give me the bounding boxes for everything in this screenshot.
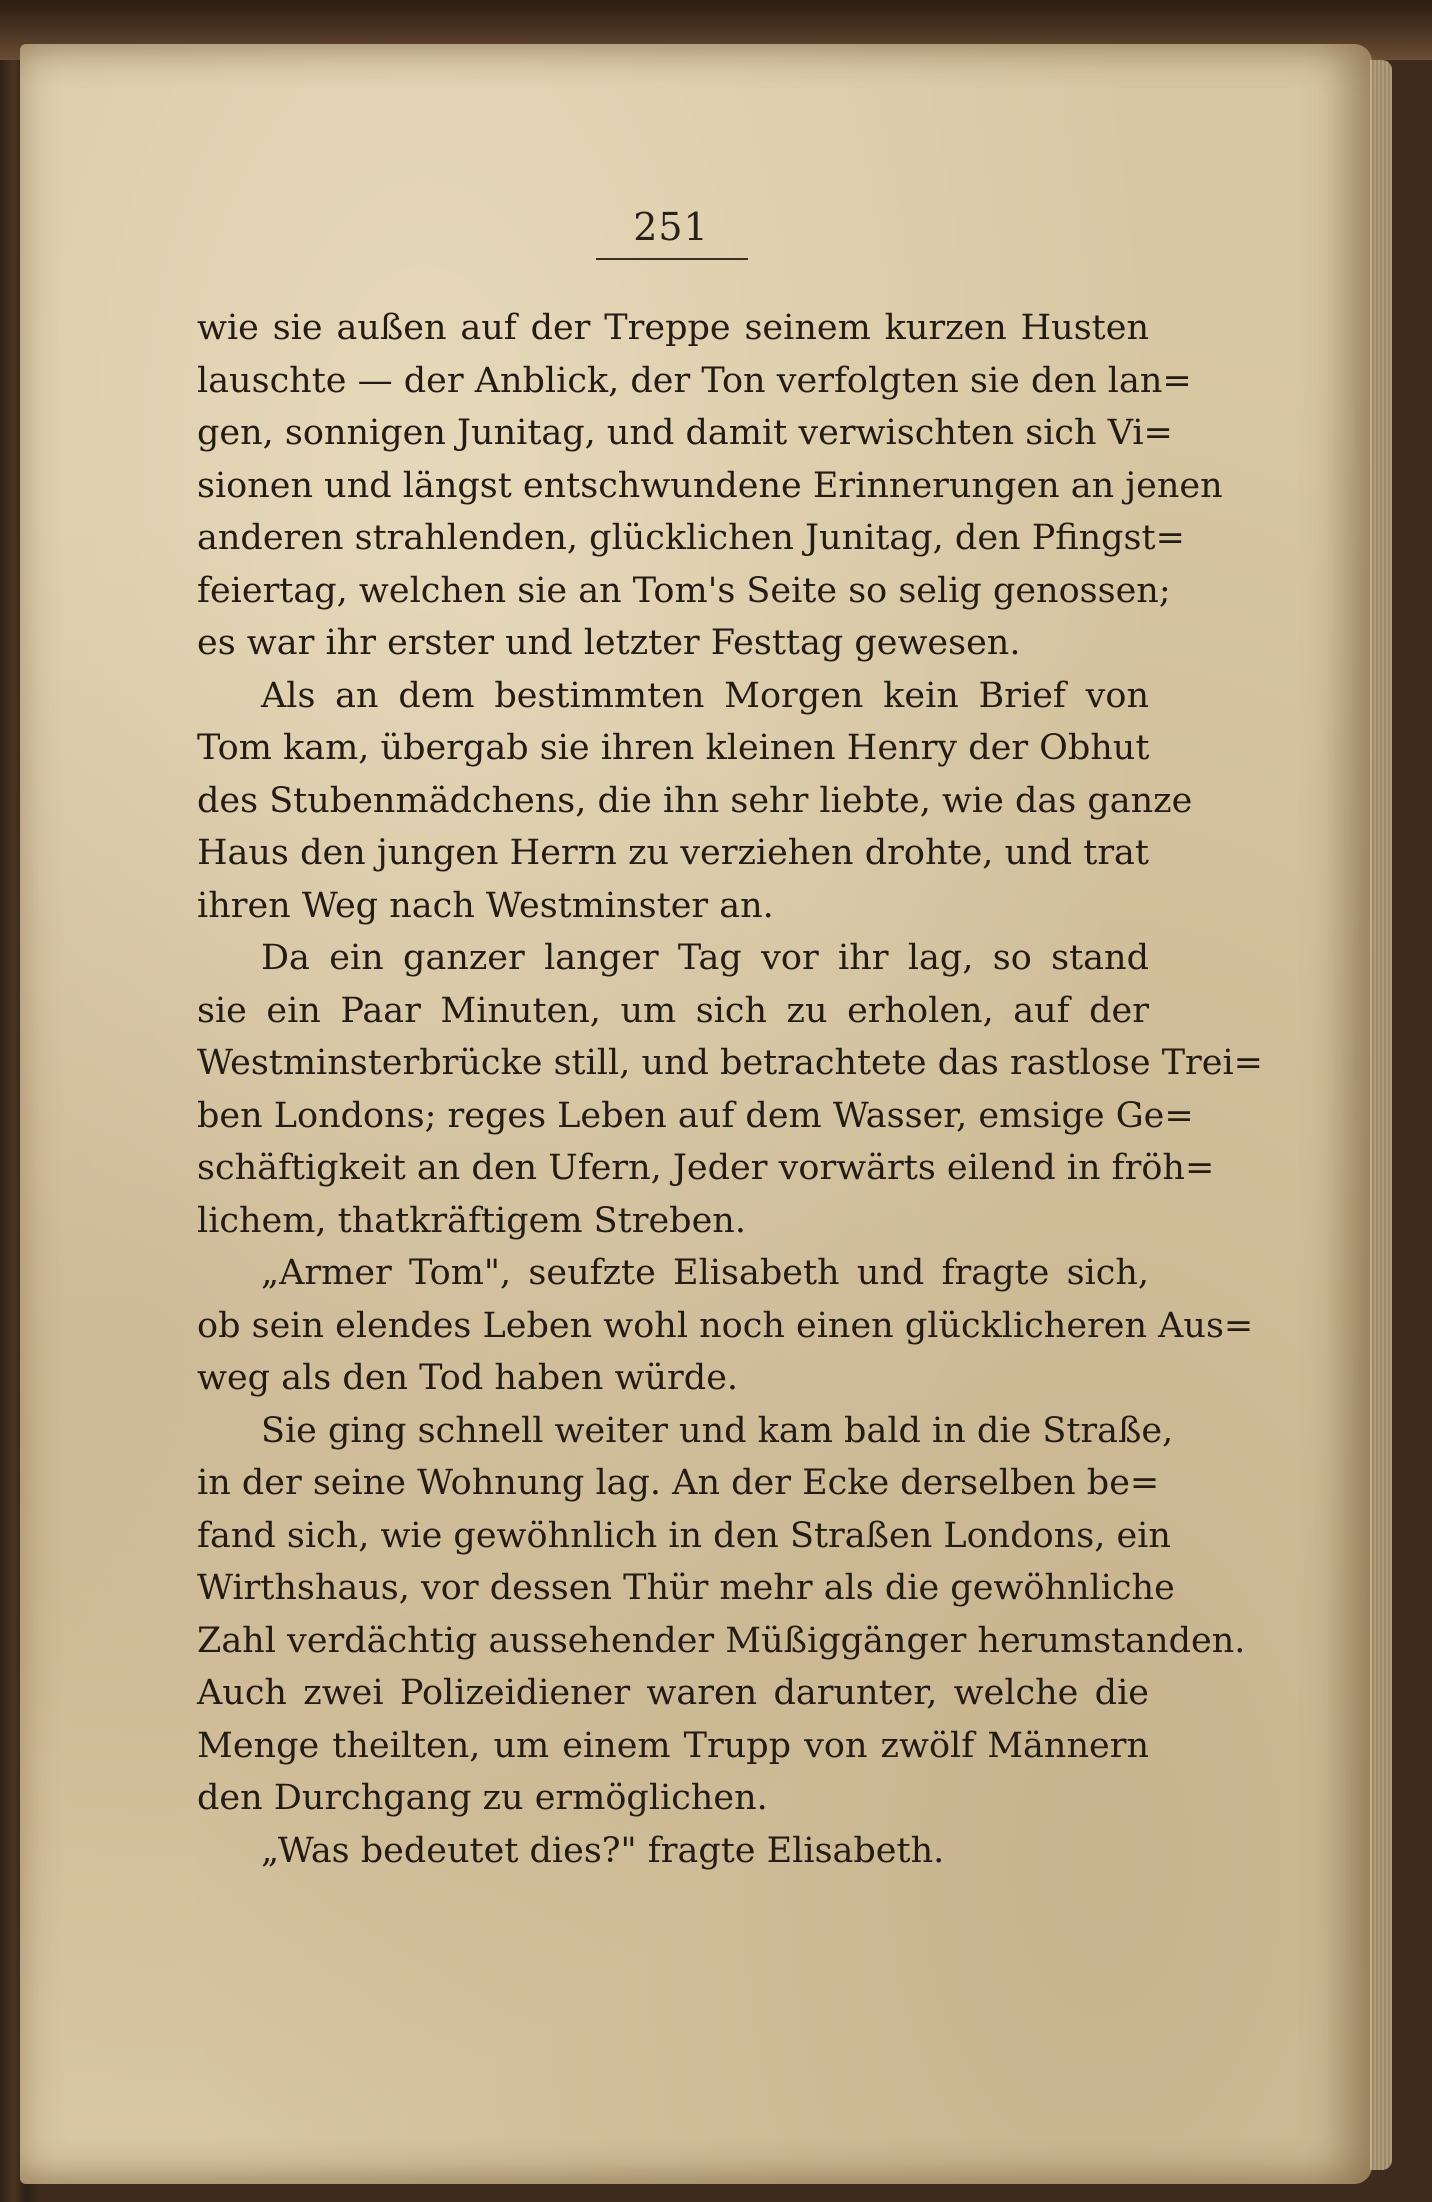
body-text (197, 302, 1264, 1877)
text-line: lauschte — der Anblick, der Ton verfolgten sie den lan= (197, 360, 1192, 401)
text-line: weg als den Tod haben würde. (197, 1358, 739, 1398)
text-line: Menge theilten, um einem Trupp von zwölf Männern (197, 1725, 1149, 1766)
text-line: gen, sonnigen Junitag, und damit verwischten sich Vi= (197, 413, 1173, 453)
text-line: Wirthshaus, vor dessen Thür mehr als die gewöhnliche (197, 1568, 1175, 1608)
page-stack-edge (1370, 60, 1392, 2170)
text-line: fand sich, wie gewöhnlich in den Straßen Londons, ein (197, 1515, 1171, 1556)
paragraph (197, 1247, 1254, 1405)
text-line: ihren Weg nach Westminster an. (197, 885, 774, 926)
paragraph (197, 670, 1193, 933)
text-line: des Stubenmädchens, die ihn sehr liebte, wie das ganze (197, 780, 1193, 821)
text-line: Tom kam, übergab sie ihren kleinen Henry der Obhut (197, 728, 1150, 768)
text-line: feiertag, welchen sie an Tom's Seite so selig genossen; (197, 570, 1171, 611)
text-line: ob sein elendes Leben wohl noch einen glücklicheren Aus= (197, 1305, 1254, 1346)
text-line: „Armer Tom", seufzte Elisabeth und fragte sich, (261, 1253, 1149, 1293)
paragraph (197, 302, 1223, 670)
text-line: schäftigkeit an den Ufern, Jeder vorwärts eilend in fröh= (197, 1148, 1215, 1188)
page-number: 251 (633, 205, 709, 249)
text-line: Westminsterbrücke still, und betrachtete das rastlose Trei= (197, 1043, 1264, 1083)
text-line: in der seine Wohnung lag. An der Ecke derselben be= (197, 1463, 1160, 1503)
text-line: wie sie außen auf der Treppe seinem kurzen Husten (197, 308, 1149, 348)
text-line: sie ein Paar Minuten, um sich zu erholen, auf der (197, 990, 1149, 1031)
text-line: „Was bedeutet dies?" fragte Elisabeth. (261, 1830, 945, 1871)
paragraph (197, 1825, 1149, 1878)
text-line: ben Londons; reges Leben auf dem Wasser, emsige Ge= (197, 1095, 1194, 1136)
text-line: Als an dem bestimmten Morgen kein Brief von (261, 675, 1149, 716)
paragraph (197, 1405, 1246, 1825)
text-line: anderen strahlenden, glücklichen Junitag, den Pfingst= (197, 518, 1185, 558)
text-line: Sie ging schnell weiter und kam bald in die Straße, (261, 1410, 1174, 1451)
page-number-rule (596, 258, 748, 260)
text-line: Auch zwei Polizeidiener waren darunter, welche die (197, 1673, 1149, 1713)
text-line: Haus den jungen Herrn zu verziehen drohte, und trat (197, 833, 1149, 873)
text-line: den Durchgang zu ermöglichen. (197, 1778, 768, 1818)
text-line: es war ihr erster und letzter Festtag gewesen. (197, 623, 1021, 663)
text-line: Zahl verdächtig aussehender Müßiggänger herumstanden. (197, 1620, 1246, 1661)
text-line: Da ein ganzer langer Tag vor ihr lag, so stand (261, 938, 1149, 978)
text-line: lichem, thatkräftigem Streben. (197, 1200, 746, 1241)
paragraph (197, 932, 1264, 1247)
text-line: sionen und längst entschwundene Erinnerungen an jenen (197, 465, 1223, 506)
